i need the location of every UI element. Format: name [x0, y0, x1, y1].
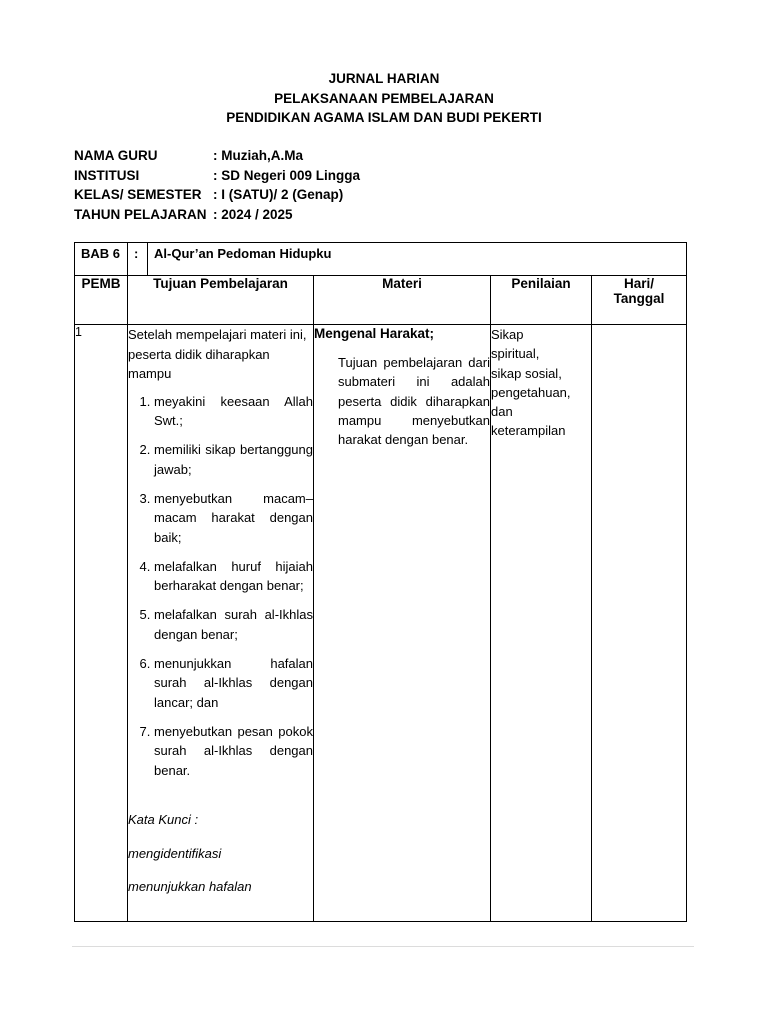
info-label: KELAS/ SEMESTER [74, 187, 202, 202]
bab-title: Al-Qur’an Pedoman Hidupku [154, 246, 332, 261]
kata-kunci-label: Kata Kunci : [128, 812, 199, 827]
tujuan-item: 1. meyakini keesaan Allah Swt.; [154, 392, 313, 431]
penilaian-line: spiritual, [491, 346, 540, 362]
info-label: TAHUN PELAJARAN [74, 206, 207, 222]
header-tanggal: Tanggal [613, 291, 665, 306]
materi-text: Tujuan pembelajaran dari submateri ini adalah peserta didik diharapkan mampu menyebutkan harakat dengan benar. [338, 355, 490, 448]
row-number: 1 [75, 325, 128, 922]
tujuan-cell [128, 325, 314, 922]
tujuan-item: 4. melafalkan huruf hijaiah berharakat dengan benar; [154, 557, 313, 596]
bab-label: BAB 6 [75, 243, 128, 276]
penilaian-line: dan [491, 404, 513, 420]
info-row-institusi [74, 166, 360, 186]
info-value: : I (SATU)/ 2 (Genap) [213, 187, 344, 202]
title-line-1: JURNAL HARIAN [328, 71, 440, 86]
hari-tanggal-cell [592, 325, 687, 922]
table-row [75, 325, 687, 922]
info-row-tahun [74, 205, 360, 225]
info-value: : SD Negeri 009 Lingga [213, 167, 361, 183]
kata-kunci-block [128, 810, 313, 897]
tujuan-list [128, 392, 313, 781]
document-title [0, 69, 768, 128]
kata-kunci-item: menunjukkan hafalan [128, 879, 252, 894]
header-hari: Hari/ [623, 276, 654, 291]
info-value: : 2024 / 2025 [213, 206, 293, 222]
bab-row [75, 243, 687, 276]
header-hari-tanggal [592, 276, 687, 325]
header-penilaian: Penilaian [491, 276, 592, 325]
info-label: INSTITUSI [74, 167, 140, 183]
tujuan-item: 3. menyebutkan macam–macam harakat dengan baik; [154, 489, 313, 548]
info-row-kelas [74, 185, 360, 205]
tujuan-item: 6. menunjukkan hafalan surah al-Ikhlas dengan lancar; dan [154, 654, 313, 713]
penilaian-cell [491, 325, 592, 922]
penilaian-line: keterampilan [491, 423, 566, 439]
kata-kunci-item: mengidentifikasi [128, 845, 222, 861]
info-row-nama-guru [74, 146, 360, 166]
info-block [74, 146, 360, 224]
bab-colon: : [128, 243, 148, 275]
bab-title-cell [128, 243, 687, 276]
tujuan-item: 7. menyebutkan pesan pokok surah al-Ikhlas dengan benar. [154, 722, 313, 781]
penilaian-line: pengetahuan, [491, 384, 571, 400]
header-materi: Materi [314, 276, 491, 325]
tujuan-item: 2. memiliki sikap bertanggung jawab; [154, 440, 313, 479]
info-label: NAMA GURU [74, 148, 158, 163]
journal-table [74, 242, 687, 922]
title-line-3: PENDIDIKAN AGAMA ISLAM DAN BUDI PEKERTI [226, 110, 542, 125]
info-value: : Muziah,A.Ma [213, 148, 303, 163]
page-divider [72, 946, 694, 947]
materi-title: Mengenal Harakat; [314, 326, 435, 341]
title-line-2: PELAKSANAAN PEMBELAJARAN [274, 90, 494, 106]
tujuan-intro: Setelah mempelajari materi ini, peserta didik diharapkan mampu [128, 327, 307, 381]
header-row [75, 276, 687, 325]
header-tujuan: Tujuan Pembelajaran [128, 276, 314, 325]
tujuan-item: 5. melafalkan surah al-Ikhlas dengan benar; [154, 605, 313, 644]
materi-cell [314, 325, 491, 922]
header-pemb: PEMB [75, 276, 128, 325]
penilaian-line: sikap sosial, [491, 365, 562, 381]
penilaian-line: Sikap [491, 327, 524, 342]
